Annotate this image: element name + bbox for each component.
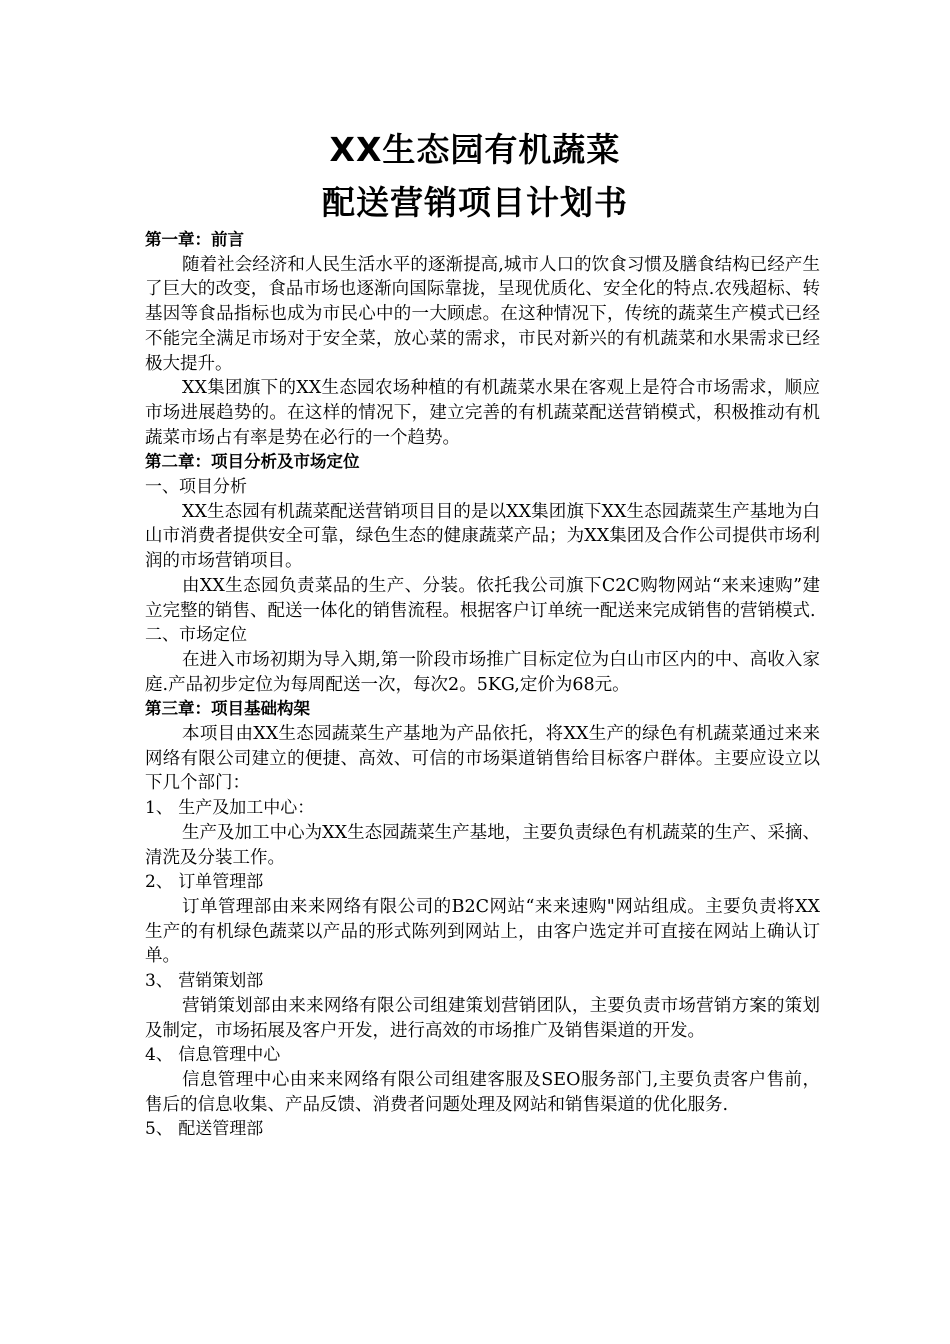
list-item-heading: 2、 订单管理部	[145, 872, 264, 893]
list-item-heading: 5、 配送管理部	[145, 1119, 264, 1140]
paragraph: 订单管理部由来来网络有限公司的B2C网站“来来速购"网站组成。主要负责将XX生产的有机绿色蔬菜以产品的形式陈列到网站上，由客户选定并可直接在网站上确认订单。	[145, 896, 820, 967]
paragraph: 信息管理中心由来来网络有限公司组建客服及SEO服务部门,主要负责客户售前，售后的信息收集、产品反馈、消费者问题处理及网站和销售渠道的优化服务.	[145, 1069, 820, 1115]
paragraph: 本项目由XX生态园蔬菜生产基地为产品依托，将XX生产的绿色有机蔬菜通过来来网络有限公司建立的便捷、高效、可信的市场渠道销售给目标客户群体。主要应设立以下几个部门：	[145, 724, 820, 794]
paragraph: 随着社会经济和人民生活水平的逐渐提高,城市人口的饮食习惯及膳食结构已经产生了巨大的改变，食品市场也逐渐向国际靠拢，呈现优质化、安全化的特点.农残超标、转基因等食品指标也成为市民心中的一大顾虑。在这种情况下，传统的蔬菜生产模式已经不能完全满足市场对于安全菜，放心菜的需求，市民对新兴的有机蔬菜和水果需求已经极大提升。	[145, 254, 820, 374]
document-title-line-1: XX生态园有机蔬菜	[329, 130, 621, 169]
paragraph: XX集团旗下的XX生态园农场种植的有机蔬菜水果在客观上是符合市场需求，顺应市场进展趋势的。在这样的情况下，建立完善的有机蔬菜配送营销模式，积极推动有机蔬菜市场占有率是势在必行的一个趋势。	[145, 378, 820, 448]
chapter-heading: 第二章：项目分析及市场定位	[145, 452, 360, 472]
list-item-heading: 3、 营销策划部	[145, 971, 264, 992]
list-item-heading: 1、 生产及加工中心：	[145, 798, 315, 819]
paragraph: 在进入市场初期为导入期,第一阶段市场推广目标定位为白山市区内的中、高收入家庭.产品初步定位为每周配送一次，每次2。5KG,定价为68元。	[145, 649, 820, 695]
paragraph: XX生态园有机蔬菜配送营销项目目的是以XX集团旗下XX生态园蔬菜生产基地为白山市消费者提供安全可靠，绿色生态的健康蔬菜产品；为XX集团及合作公司提供市场利润的市场营销项目。	[145, 501, 820, 572]
list-item-heading: 4、 信息管理中心	[145, 1045, 281, 1066]
chapter-heading: 第三章：项目基础构架	[145, 699, 310, 719]
paragraph: 营销策划部由来来网络有限公司组建策划营销团队，主要负责市场营销方案的策划及制定，市场拓展及客户开发，进行高效的市场推广及销售渠道的开发。	[145, 995, 820, 1041]
document-title-line-2: 配送营销项目计划书	[322, 183, 628, 222]
document-body	[145, 228, 820, 1142]
paragraph: 生产及加工中心为XX生态园蔬菜生产基地，主要负责绿色有机蔬菜的生产、采摘、清洗及分装工作。	[145, 822, 820, 868]
chapter-heading: 第一章：前言	[145, 230, 244, 249]
section-heading: 一、项目分析	[145, 477, 247, 498]
section-heading: 二、市场定位	[145, 625, 247, 646]
paragraph: 由XX生态园负责菜品的生产、分装。依托我公司旗下C2C购物网站“来来速购”建立完整的销售、配送一体化的销售流程。根据客户订单统一配送来完成销售的营销模式.	[145, 575, 820, 621]
